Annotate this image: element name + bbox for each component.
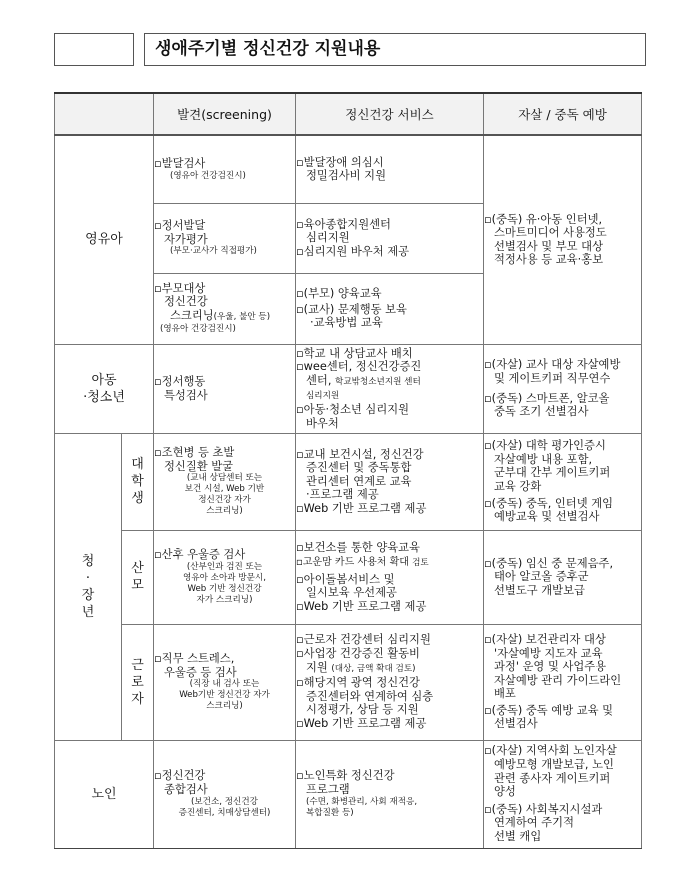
infant-row-1 <box>55 135 642 203</box>
text-line: 배포 <box>494 687 516 701</box>
text-line: ▫정신건강 <box>154 769 206 783</box>
worker-service <box>296 624 484 740</box>
college-prevention <box>484 433 642 530</box>
header-row <box>55 93 642 135</box>
text-line: ▫아이돌봄서비스 및 <box>296 572 395 586</box>
text-line: 관리센터 연계로 교육 <box>306 474 412 488</box>
text-line: ▫발달검사 <box>154 156 206 170</box>
note: 정신건강 자가 <box>198 495 251 506</box>
text-line: 선별검사 <box>494 717 538 731</box>
text-line: 관련 종사자 게이트키퍼 <box>494 771 611 785</box>
text-line: 종합검사 <box>164 783 208 796</box>
note: Web기반 정신건강 자가 <box>179 690 270 701</box>
infant-screening-2 <box>154 203 296 273</box>
text-line: ▫(중독) 임신 중 문제음주, <box>484 556 614 570</box>
note: 심리지원 <box>306 390 340 401</box>
text-line: ▫(부모) 양육교육 <box>296 287 382 301</box>
note: 증진센터, 치매상담센터) <box>178 807 271 818</box>
text-line: 연계하여 주기적 <box>494 816 574 830</box>
text-line <box>296 661 483 677</box>
text-line: · <box>85 570 91 586</box>
text-line: ▫(자살) 대학 평가인증시 <box>484 439 606 453</box>
header-service: 정신건강 서비스 <box>296 93 484 135</box>
text-line: 적정사용 등 교육·홍보 <box>494 253 603 267</box>
note: 검토 <box>412 558 429 569</box>
text-line: ▫(교사) 문제행동 보육 <box>296 302 407 316</box>
sub-worker <box>122 624 154 740</box>
text-line: 선별검사 및 부모 대상 <box>494 239 603 253</box>
text-line: 선별 캐입 <box>494 829 542 843</box>
header-screening: 발견(screening) <box>154 93 296 135</box>
text-line: ▫(자살) 보건관리자 대상 <box>484 632 606 646</box>
worker-row <box>55 624 642 740</box>
text-line: 자살예방 내용 포함, <box>494 452 593 466</box>
text-line: ▫산후 우울증 검사 <box>154 548 246 562</box>
infant-screening-3 <box>154 273 296 344</box>
text-line: 증진센터 및 중독통합 <box>306 461 412 475</box>
note: (보건소, 정신건강 <box>191 796 258 807</box>
text-line: ▫심리지원 바우처 제공 <box>296 244 410 258</box>
text-line: ▫노인특화 정신건강 <box>296 769 395 783</box>
text-line: 태아 알코올 증후군 <box>494 570 589 584</box>
text-line: 근 <box>131 657 144 673</box>
text-line: ▫wee센터, 정신건강증진 <box>296 360 422 374</box>
text-line: ▫Web 기반 프로그램 제공 <box>296 599 427 613</box>
text-line: 교육 강화 <box>494 480 542 493</box>
text-line: 산 <box>131 561 144 576</box>
note: (영유아 건강검진시) <box>160 324 236 335</box>
text-line: ▫부모대상 <box>154 281 206 295</box>
text-line: ▫보건소를 통한 양육교육 <box>296 540 420 554</box>
text-line: ▫조현병 등 초발 <box>154 445 235 459</box>
text-line: 군부대 간부 게이트키퍼 <box>494 466 611 480</box>
sub-college <box>122 433 154 530</box>
text-line: 양성 <box>494 785 516 799</box>
text-span: 지원 <box>306 660 328 674</box>
text-line: ▫사업장 건강증진 활동비 <box>296 647 420 661</box>
text-line: 청 <box>81 553 95 569</box>
mother-row <box>55 530 642 624</box>
text-line: 정신질환 발굴 <box>164 459 234 473</box>
text-line: ▫정서발달 <box>154 218 206 232</box>
note: (대상, 금액 확대 검토) <box>331 663 416 674</box>
college-row <box>55 433 642 530</box>
note: Web 기반 정신건강 <box>187 583 262 594</box>
text-line: 생 <box>131 491 144 506</box>
text-line: 자 <box>131 691 144 707</box>
text-line: 예방교육 및 선별검사 <box>494 510 600 524</box>
sub-mother <box>122 530 154 624</box>
text-line <box>296 556 483 571</box>
note: (수면, 화병관리, 사회 재적응, <box>306 796 418 807</box>
note: 스크리닝) <box>206 701 243 712</box>
text-line: ▫(중독) 유·아동 인터넷, <box>484 212 603 226</box>
text-line: 시정평가, 상담 등 지원 <box>306 703 419 717</box>
mother-prevention <box>484 530 642 624</box>
text-line: 대 <box>131 457 144 472</box>
text-line: 정신건강 <box>164 295 208 309</box>
text-line: ▫(중독) 사회복지시설과 <box>484 802 603 816</box>
note: 학교밖청소년지원 센터 <box>335 376 421 387</box>
note: (영유아 건강검진시) <box>170 170 246 181</box>
text-line: 스마트미디어 사용정도 <box>494 226 607 240</box>
note: (교내 상담센터 또는 <box>186 473 263 484</box>
youth-service <box>296 344 484 433</box>
youth-row <box>55 344 642 433</box>
youth-prevention <box>484 344 642 433</box>
support-table <box>54 92 642 849</box>
text-line: ▫학교 내 상담교사 배치 <box>296 346 413 360</box>
worker-screening <box>154 624 296 740</box>
text-line: ·프로그램 제공 <box>306 488 379 502</box>
elderly-service <box>296 740 484 848</box>
text-line: 아동 <box>91 372 117 388</box>
text-line: ▫근로자 건강센터 심리지원 <box>296 633 431 647</box>
text-line: 자살예방 관리 가이드라인 <box>494 673 622 687</box>
infant-screening-1 <box>154 135 296 203</box>
text-line: ▫Web 기반 프로그램 제공 <box>296 716 427 730</box>
text-line: ▫해당지역 광역 정신건강 <box>296 676 420 690</box>
text-span: 센터, <box>306 373 332 387</box>
title-side-box <box>54 33 134 66</box>
text-line: 중독 조기 선별검사 <box>494 405 589 419</box>
text-line: ▫육아종합지원센터 <box>296 217 391 231</box>
text-line: 증진센터와 연계하여 심층 <box>306 689 434 703</box>
mother-service <box>296 530 484 624</box>
infant-service-3 <box>296 273 484 344</box>
text-line: '자살예방 지도자 교육 <box>494 646 603 660</box>
text-line: 자가평가 <box>164 232 208 246</box>
text-line: ·청소년 <box>83 389 125 405</box>
text-line: ▫(자살) 지역사회 노인자살 <box>484 744 617 758</box>
note: 자가 스크리닝) <box>196 594 253 605</box>
infant-service-2 <box>296 203 484 273</box>
text-line: ▫(중독) 중독, 인터넷 게임 <box>484 496 614 510</box>
stage-elderly: 노인 <box>55 740 154 848</box>
elderly-row <box>55 740 642 848</box>
note: (산부인과 검진 또는 <box>186 561 263 572</box>
infant-service-1 <box>296 135 484 203</box>
text-line: ▫Web 기반 프로그램 제공 <box>296 501 427 515</box>
note: (직장 내 검사 또는 <box>189 679 260 690</box>
text-line: 모 <box>131 578 144 593</box>
text-line: ▫아동·청소년 심리지원 <box>296 403 410 417</box>
stage-adult <box>55 433 122 740</box>
text-line: 심리지원 <box>306 231 350 245</box>
college-service <box>296 433 484 530</box>
college-screening <box>154 433 296 530</box>
text-line: 특성검사 <box>164 388 208 402</box>
elderly-prevention <box>484 740 642 848</box>
page-title: 생애주기별 정신건강 지원내용 <box>144 33 646 66</box>
text-line: 예방모형 개발보급, 노인 <box>494 758 614 772</box>
stage-youth <box>55 344 154 433</box>
text-line: 장 <box>81 587 95 603</box>
note: (우울, 불안 등) <box>213 311 271 322</box>
text-line: ▫(중독) 스마트폰, 알코올 <box>484 391 610 405</box>
stage-infant: 영유아 <box>55 135 154 344</box>
note: 영유아 소아과 방문시, <box>183 572 266 583</box>
note: 보건 시설, Web 기반 <box>184 484 265 495</box>
text-span: 스크리닝 <box>170 308 214 322</box>
worker-prevention <box>484 624 642 740</box>
note: 스크리닝) <box>206 506 243 517</box>
text-line: 선별도구 개발보급 <box>494 583 585 597</box>
text-line: ▫정서행동 <box>154 374 206 388</box>
text-line: 학 <box>131 474 144 489</box>
text-line: 바우처 <box>306 416 339 430</box>
text-line <box>296 374 483 390</box>
infant-prevention <box>484 135 642 344</box>
header-stage <box>55 93 154 135</box>
text-line: ▫(자살) 교사 대상 자살예방 <box>484 358 621 372</box>
text-line: ▫(중독) 중독 예방 교육 및 <box>484 703 614 717</box>
text-line: 년 <box>81 604 95 620</box>
text-line: 과정' 운영 및 사업주용 <box>494 660 607 674</box>
text-line: 일시보육 우선제공 <box>306 586 397 600</box>
text-line: ·교육방법 교육 <box>310 316 383 330</box>
mother-screening <box>154 530 296 624</box>
text-span: ▫고운맘 카드 사용처 확대 <box>296 557 409 569</box>
youth-screening <box>154 344 296 433</box>
header-prevention: 자살 / 중독 예방 <box>484 93 642 135</box>
text-line <box>154 309 295 325</box>
text-line: ▫발달장애 의심시 <box>296 155 384 169</box>
note: (부모·교사가 직접평가) <box>170 246 257 257</box>
text-line: 프로그램 <box>306 783 350 796</box>
text-line: ▫교내 보건시설, 정신건강 <box>296 447 424 461</box>
text-line: 정밀검사비 지원 <box>306 169 386 183</box>
note: 복합질환 등) <box>306 807 354 818</box>
text-line: 로 <box>131 674 144 690</box>
elderly-screening <box>154 740 296 848</box>
text-line: ▫직무 스트레스, <box>154 651 235 665</box>
text-line: 우울증 등 검사 <box>164 665 237 679</box>
text-line: 및 게이트키퍼 직무연수 <box>494 371 611 385</box>
